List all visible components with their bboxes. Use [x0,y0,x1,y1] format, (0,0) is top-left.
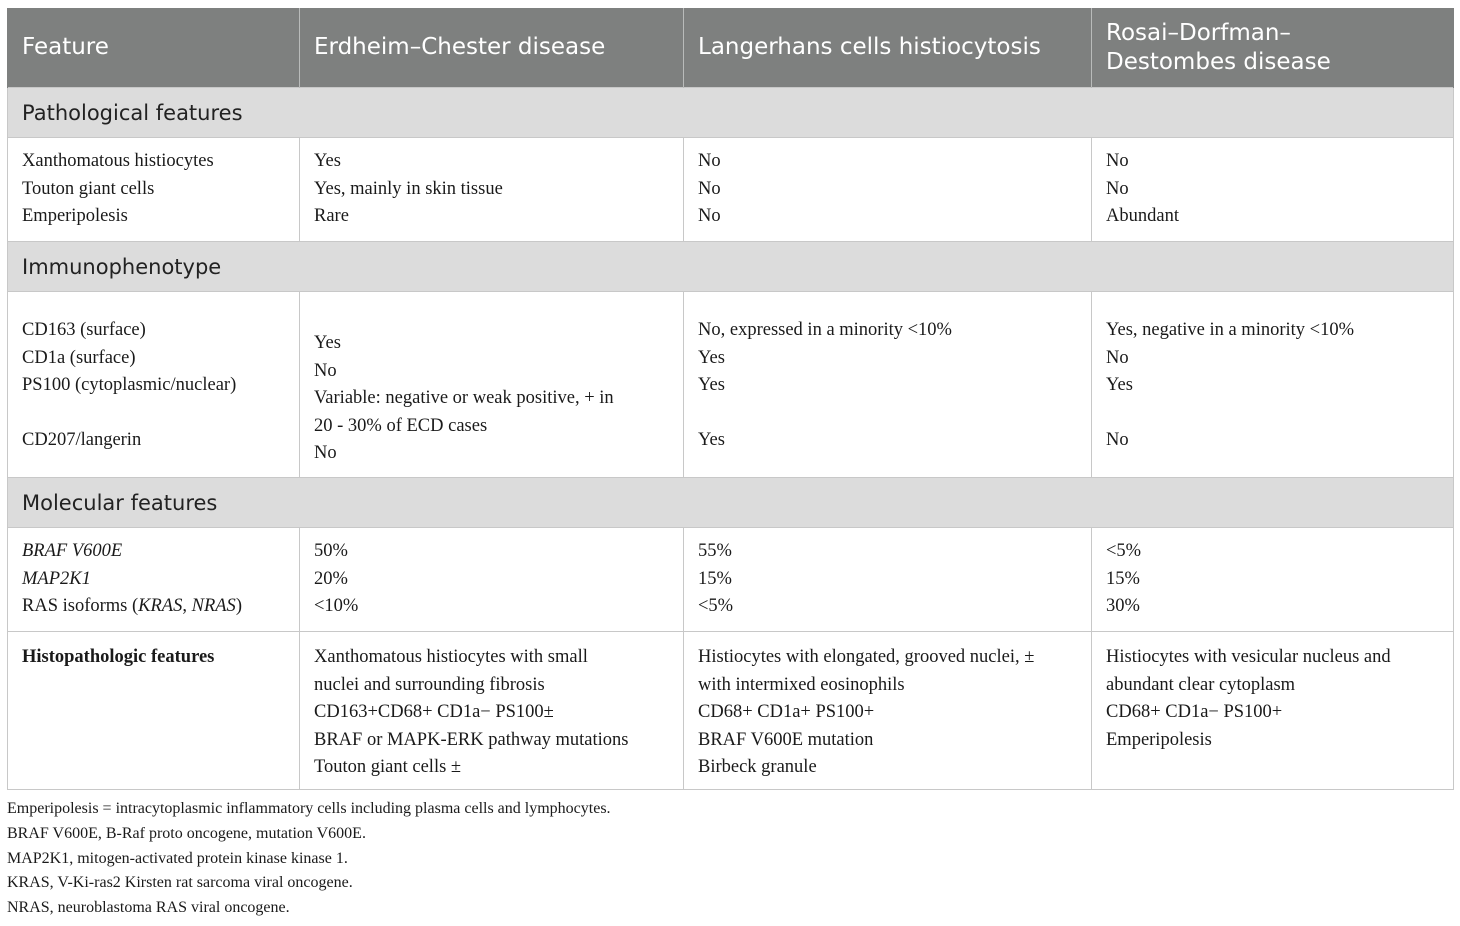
cell-immuno-features [8,292,300,478]
feature-label: CD1a (surface) [22,347,136,368]
cell-value: Emperipolesis [1106,729,1212,750]
cell-value: Yes [698,347,725,368]
cell-value: Birbeck granule [698,757,817,778]
cell-value: Yes [314,333,341,353]
section-row-immunophenotype [8,242,1454,292]
table-row-pathological [8,138,1454,242]
table-row-immunophenotype [8,292,1454,478]
cell-pathological-rdd [1092,138,1454,242]
cell-value: 15% [698,568,732,589]
cell-value: with intermixed eosinophils [698,674,905,695]
header-erdheim-chester: Erdheim–Chester disease [300,8,684,88]
table-row-molecular [8,528,1454,632]
cell-value: No [698,151,721,171]
cell-value: No [1106,178,1129,199]
cell-pathological-lch [684,138,1092,242]
cell-value: 15% [1106,568,1140,589]
cell-value: No, expressed in a minority <10% [698,320,952,340]
feature-label: Touton giant cells [22,178,155,199]
cell-histo-ecd [300,632,684,790]
cell-histo-rdd [1092,632,1454,790]
header-rosai-dorfman [1092,8,1454,88]
cell-value: No [314,443,337,464]
comparison-table-container [7,8,1453,790]
cell-value: 20% [314,568,348,589]
cell-molecular-rdd [1092,528,1454,632]
cell-value: Yes [1106,375,1133,396]
table-header-row [8,8,1454,88]
cell-pathological-features [8,138,300,242]
feature-label [22,593,285,621]
feature-label: Xanthomatous histiocytes [22,151,214,171]
cell-histo-label [8,632,300,790]
cell-immuno-ecd [300,292,684,478]
cell-value: No [314,360,337,381]
footnote: MAP2K1, mitogen-activated protein kinase kinase 1. [7,849,348,867]
cell-value: No [1106,430,1129,451]
header-rosai-dorfman-line1: Rosai–Dorfman– [1106,19,1291,46]
table-row-histopathologic [8,632,1454,790]
header-feature: Feature [8,8,300,88]
cell-value: CD68+ CD1a− PS100+ [1106,702,1283,723]
feature-label: CD207/langerin [22,430,142,451]
section-title-pathological: Pathological features [8,88,1454,138]
cell-value: Histiocytes with elongated, grooved nuclei, ± [698,647,1035,667]
feature-label: CD163 (surface) [22,320,146,340]
feature-label [22,538,285,566]
gene-nras: NRAS [191,596,236,617]
cell-value: Yes, negative in a minority <10% [1106,320,1354,340]
footnote: KRAS, V-Ki-ras2 Kirsten rat sarcoma viral oncogene. [7,874,353,892]
gene-map2k1: MAP2K1 [22,568,91,589]
section-title-molecular: Molecular features [8,478,1454,528]
cell-value: <5% [1106,541,1142,561]
section-row-molecular [8,478,1454,528]
cell-value: CD163+CD68+ CD1a− PS100± [314,702,554,723]
ras-suffix: ) [235,596,242,617]
header-rosai-dorfman-line2: Destombes disease [1106,48,1331,75]
footnote: BRAF V600E, B-Raf proto oncogene, mutation V600E. [7,824,366,842]
footnote: NRAS, neuroblastoma RAS viral oncogene. [7,899,290,917]
feature-label: Histopathologic features [22,647,215,667]
cell-immuno-lch [684,292,1092,478]
cell-value: Yes, mainly in skin tissue [314,178,503,199]
cell-value: No [698,206,721,227]
feature-label: PS100 (cytoplasmic/nuclear) [22,375,237,396]
section-row-pathological [8,88,1454,138]
header-langerhans: Langerhans cells histiocytosis [684,8,1092,88]
cell-value: Yes [698,375,725,396]
cell-value: abundant clear cytoplasm [1106,674,1296,695]
cell-value: Yes [314,151,341,171]
cell-value: No [1106,151,1129,171]
ras-prefix: RAS isoforms ( [22,596,139,617]
cell-value: BRAF V600E mutation [698,729,874,750]
cell-molecular-features [8,528,300,632]
cell-value: BRAF or MAPK-ERK pathway mutations [314,729,629,750]
cell-histo-lch [684,632,1092,790]
cell-value: 30% [1106,596,1140,617]
feature-label: Emperipolesis [22,206,128,227]
cell-value: Touton giant cells ± [314,757,462,778]
cell-molecular-lch [684,528,1092,632]
cell-molecular-ecd [300,528,684,632]
cell-value: Rare [314,206,349,227]
cell-value: Abundant [1106,206,1179,227]
cell-value: 55% [698,541,732,561]
cell-value: Yes [698,430,725,451]
section-title-immunophenotype: Immunophenotype [8,242,1454,292]
cell-value: <10% [314,596,359,617]
feature-label [22,566,285,594]
cell-immuno-rdd [1092,292,1454,478]
cell-value: Histiocytes with vesicular nucleus and [1106,647,1391,667]
cell-value: No [1106,347,1129,368]
cell-value: Variable: negative or weak positive, + in [314,388,614,409]
gene-kras: KRAS [138,596,183,617]
cell-value: CD68+ CD1a+ PS100+ [698,702,875,723]
gene-braf: BRAF V600E [22,541,123,561]
cell-value: nuclei and surrounding fibrosis [314,674,545,695]
comparison-table [7,8,1454,790]
table-footnotes [7,797,1447,921]
cell-value: No [698,178,721,199]
cell-pathological-ecd [300,138,684,242]
cell-value: Xanthomatous histiocytes with small [314,647,588,667]
cell-value: 20 - 30% of ECD cases [314,415,488,436]
ras-separator: , [182,596,192,617]
cell-value: <5% [698,596,734,617]
cell-value: 50% [314,541,348,561]
footnote: Emperipolesis = intracytoplasmic inflammatory cells including plasma cells and lymphocytes. [7,800,611,817]
